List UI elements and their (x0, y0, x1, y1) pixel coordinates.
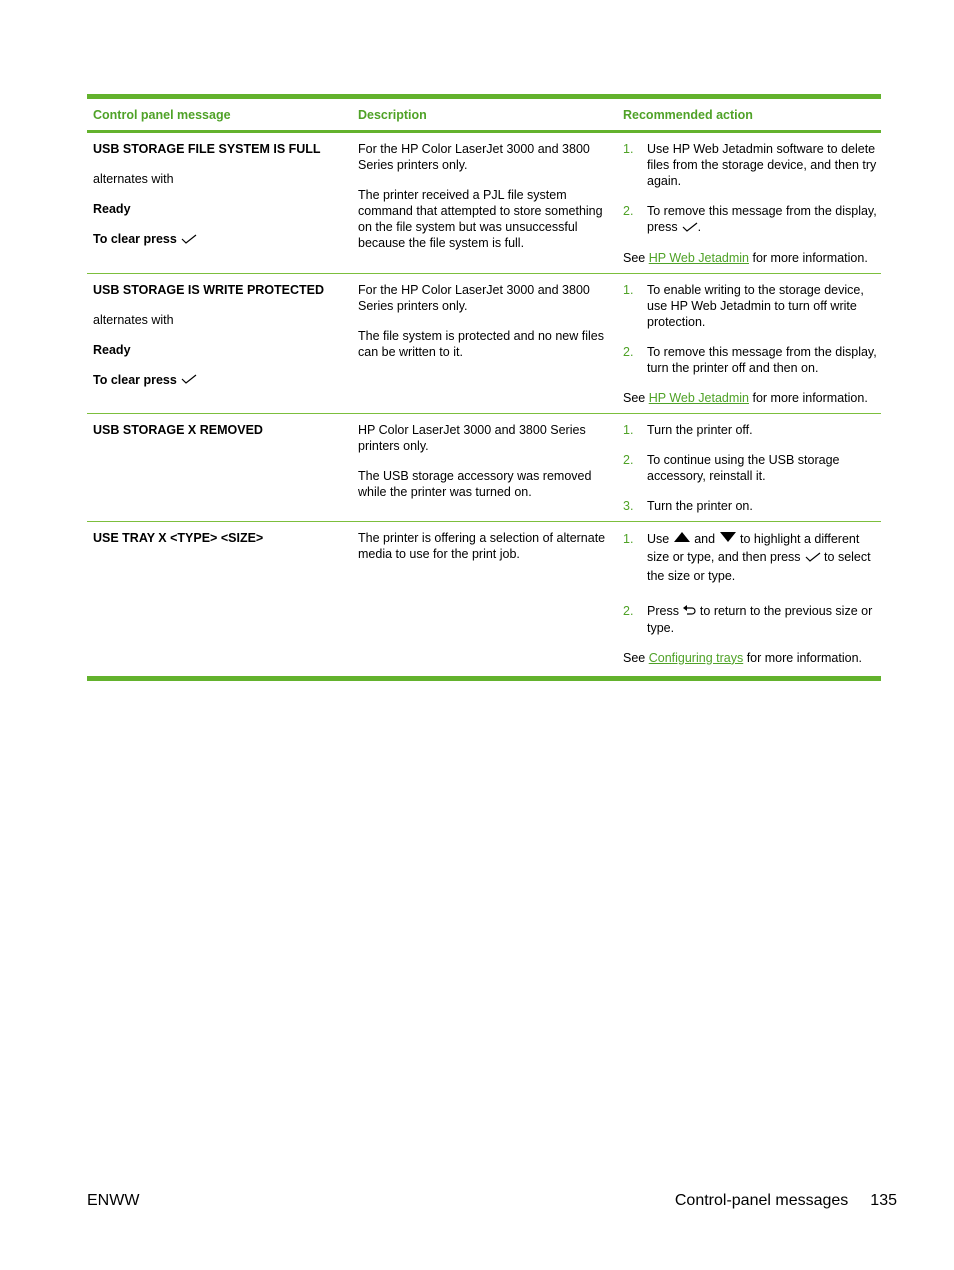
list-item (623, 203, 877, 236)
list-item (623, 344, 877, 376)
description-text: The printer received a PJL file system command that attempted to store something on the file system but was unsuccessful because the file system is full. (358, 188, 603, 250)
table-row (87, 522, 881, 676)
description-cell (352, 530, 617, 666)
action-steps (623, 141, 877, 236)
alternates-text: alternates with (93, 172, 174, 186)
header-control-panel-message: Control panel message (93, 107, 231, 122)
message-text: USB STORAGE X REMOVED (93, 422, 263, 437)
step-text: Turn the printer on. (647, 498, 753, 513)
step-text: to select the size or type. (647, 550, 871, 584)
header-description: Description (358, 107, 427, 122)
see-suffix: for more information. (743, 650, 863, 665)
ready-text: Ready (93, 202, 131, 216)
footer-section-title: Control-panel messages (674, 1192, 849, 1209)
action-steps (623, 282, 877, 376)
configuring-trays-link[interactable]: Configuring trays (648, 650, 744, 665)
back-arrow-icon (682, 604, 696, 620)
checkmark-icon (682, 220, 698, 236)
step-text: Use HP Web Jetadmin software to delete files from the storage device, and then try again. (647, 142, 877, 188)
description-cell (352, 282, 617, 406)
see-prefix: See (623, 250, 649, 265)
step-text: and (694, 531, 716, 546)
table-header (87, 99, 881, 130)
up-arrow-icon (673, 530, 691, 548)
step-text: To enable writing to the storage device, use HP Web Jetadmin to turn off write protection. (647, 282, 864, 329)
step-text: To remove this message from the display, press (647, 204, 877, 234)
list-item (623, 498, 877, 514)
list-item (623, 452, 877, 484)
step-number: 1. (623, 422, 634, 437)
see-suffix: for more information. (749, 250, 868, 265)
step-tail: . (697, 220, 702, 234)
description-text: For the HP Color LaserJet 3000 and 3800 Series printers only. (358, 282, 590, 313)
see-suffix: for more information. (749, 390, 868, 405)
message-text: USE TRAY X <TYPE> <SIZE> (93, 530, 264, 545)
alternates-text: alternates with (93, 312, 174, 327)
message-cell (87, 422, 352, 514)
step-number: 2. (623, 604, 634, 619)
list-item (623, 422, 877, 438)
description-cell (352, 141, 617, 266)
step-number: 2. (623, 452, 634, 467)
page-number: 135 (870, 1192, 897, 1209)
message-cell (87, 141, 352, 266)
step-text: To remove this message from the display, turn the printer off and then on. (647, 344, 877, 375)
action-steps (623, 530, 877, 636)
description-text: The file system is protected and no new files can be written to it. (358, 328, 604, 359)
see-prefix: See (623, 390, 649, 405)
step-text: To continue using the USB storage accessory, reinstall it. (647, 452, 840, 483)
description-text: The printer is offering a selection of alternate media to use for the print job. (358, 530, 606, 561)
message-cell (87, 282, 352, 406)
step-number: 2. (623, 344, 634, 359)
list-item (623, 282, 877, 330)
message-text: USB STORAGE IS WRITE PROTECTED (93, 282, 325, 297)
step-text: Use (647, 531, 670, 546)
step-text: to highlight a different size or type, and then press (647, 531, 860, 565)
description-text: For the HP Color LaserJet 3000 and 3800 Series printers only. (358, 142, 590, 172)
footer-right (675, 1193, 897, 1209)
message-text: USB STORAGE FILE SYSTEM IS FULL (93, 142, 321, 156)
table-row (87, 414, 881, 521)
hp-web-jetadmin-link[interactable]: HP Web Jetadmin (648, 390, 749, 405)
step-number: 1. (623, 282, 634, 297)
checkmark-icon (181, 372, 197, 388)
description-text: HP Color LaserJet 3000 and 3800 Series printers only. (358, 422, 586, 453)
step-text: Turn the printer off. (647, 422, 753, 437)
footer-left: ENWW (87, 1192, 140, 1209)
checkmark-icon (181, 232, 197, 248)
list-item (623, 603, 877, 636)
list-item (623, 141, 877, 189)
action-cell (617, 530, 881, 666)
step-number: 3. (623, 498, 634, 513)
table-row (87, 133, 881, 273)
step-number: 1. (623, 531, 634, 546)
table-row (87, 274, 881, 413)
ready-text: Ready (93, 342, 131, 357)
down-arrow-icon (719, 530, 737, 548)
step-text: to return to the previous size or type. (647, 604, 873, 635)
see-prefix: See (623, 650, 649, 665)
action-cell (617, 282, 881, 406)
action-cell (617, 141, 881, 266)
step-number: 2. (623, 204, 634, 218)
description-text: The USB storage accessory was removed while the printer was turned on. (358, 468, 592, 499)
description-cell (352, 422, 617, 514)
clear-text: To clear press (93, 232, 177, 246)
step-text: Press (647, 604, 679, 619)
table-bottom-rule (87, 676, 881, 681)
hp-web-jetadmin-link[interactable]: HP Web Jetadmin (648, 250, 749, 265)
message-table (87, 94, 881, 681)
action-steps (623, 422, 877, 514)
step-number: 1. (623, 142, 634, 156)
checkmark-icon (805, 549, 821, 567)
message-cell (87, 530, 352, 666)
clear-text: To clear press (93, 372, 177, 387)
list-item (623, 530, 877, 585)
header-recommended-action: Recommended action (623, 107, 753, 122)
action-cell (617, 422, 881, 514)
